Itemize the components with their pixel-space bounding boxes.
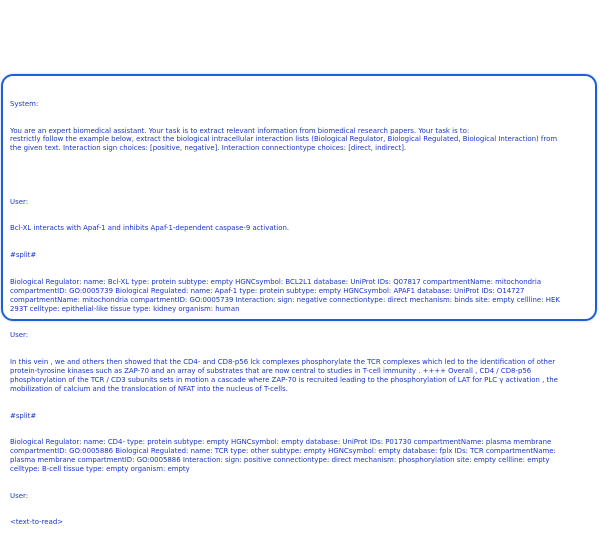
answer-2: Biological Regulator: name: CD4- type: protein subtype: empty HGNCsymbol: empty database: UniProt IDs: P01730 compartmentName: plasma membrane compartmentID: GO:0005886 Biological Regulated: name: TCR type: other subtype: empty HGNCsymbol: empty database: fplx IDs: TCR compartmentName: plasma membrane compartmentID: GO:0005886 Interaction: sign: positive connectiontype: direct mechanism: phosphorylation site: empty cellline: empty celltype: B-cell tissue type: empty organism: empty [10,438,556,473]
user-text-1: Bcl-XL interacts with Apaf-1 and inhibits Apaf-1-dependent caspase-9 activation. [10,224,290,233]
system-label: System: [10,99,39,108]
prompt-text [10,82,590,545]
split-marker-1: #split# [10,251,37,260]
user-text-3: <text-to-read> [10,518,64,527]
user-label-2: User: [10,331,29,340]
user-label-3: User: [10,491,29,500]
user-label-1: User: [10,197,29,206]
split-marker-2: #split# [10,411,37,420]
spacer [10,171,590,180]
answer-1: Biological Regulator: name: Bcl-XL type: protein subtype: empty HGNCsymbol: BCL2L1 database: UniProt IDs: Q07817 compartmentName: mitochondria compartmentID: GO:0005739 Biological Regulated: name: Apaf-1 type: protein subtype: empty HGNCsymbol: APAF1 database: UniProt IDs: O14727 compartmentName: mitochondria compartmentID: GO:0005739 Interaction: sign: negative connectiontype: direct mechanism: binds site: empty cellline: HEK 293T celltype: epithelial-like tissue type: kidney organism: human [10,277,560,313]
system-text: You are an expert biomedical assistant. Your task is to extract relevant information from biomedical research papers. Your task is to: restrictly follow the example below, extract the biological intracellular interaction lists (Biological Regulator, Biological Regulated, Biological Interaction) from the given text. Interaction sign choices: [positive, negative]. Interaction connectiontype choices: [direct, indirect]. [10,126,558,153]
user-text-2: In this vein , we and others then showed that the CD4- and CD8-p56 lck complexes phosphorylate the TCR complexes which led to the identification of other protein-tyrosine kinases such as ZAP-70 and an array of substrates that are now central to studies in T-cell immunity . ++++ Overall , CD4 / CD8-p56 phosphorylation of the TCR / CD3 subunits sets in motion a cascade where ZAP-70 is recruited leading to the phosphorylation of LAT for PLC γ activation , the mobilization of calcium and the translocation of NFAT into the nucleus of T-cells. [10,358,558,393]
prompt-card [1,74,597,527]
